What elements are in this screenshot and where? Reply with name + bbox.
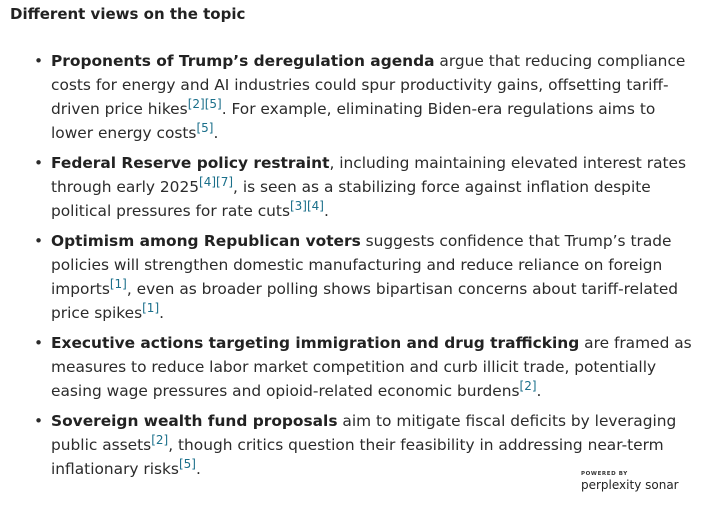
citation-link[interactable]: [2]: [187, 97, 205, 111]
item-text: .: [159, 304, 165, 322]
citation-link[interactable]: [5]: [204, 97, 222, 111]
item-text: .: [195, 460, 201, 478]
item-title: Executive actions targeting immigration and drug trafficking: [51, 334, 580, 352]
citation-link[interactable]: [7]: [216, 175, 234, 189]
list-item: [34, 49, 701, 145]
citation-link[interactable]: [1]: [142, 301, 160, 315]
citation-link[interactable]: [4]: [199, 175, 217, 189]
bullet-icon: •: [34, 232, 44, 250]
item-text: suggests confidence that Trump’s trade policies will strengthen domestic manufacturing and reduce reliance on foreign imports: [51, 232, 672, 298]
item-text: , even as broader polling shows bipartisan concerns about tariff-related price spikes: [51, 280, 679, 322]
item-text: .: [536, 382, 542, 400]
list-item: [34, 331, 701, 403]
section-heading: Different views on the topic: [10, 5, 246, 23]
views-list: [34, 49, 701, 487]
citation-link[interactable]: [4]: [306, 199, 324, 213]
brand-logo: perplexity sonar: [581, 478, 679, 492]
item-text: .: [323, 202, 329, 220]
bullet-icon: •: [34, 334, 44, 352]
item-text: .: [213, 124, 219, 142]
item-text: , including maintaining elevated interest rates through early 2025: [51, 154, 687, 196]
item-text: aim to mitigate fiscal deficits by leveraging public assets: [51, 412, 677, 454]
item-title: Proponents of Trump’s deregulation agenda: [51, 52, 435, 70]
citation-link[interactable]: [2]: [519, 379, 537, 393]
item-text: , though critics question their feasibility in addressing near-term inflationary risks: [51, 436, 664, 478]
list-item: [34, 151, 701, 223]
citation-link[interactable]: [5]: [196, 121, 214, 135]
citation-link[interactable]: [2]: [151, 433, 169, 447]
powered-by-badge[interactable]: [581, 471, 691, 493]
item-title: Optimism among Republican voters: [51, 232, 361, 250]
item-title: Sovereign wealth fund proposals: [51, 412, 338, 430]
list-item: [34, 229, 701, 325]
bullet-icon: •: [34, 52, 44, 70]
item-text: , is seen as a stabilizing force against inflation despite political pressures for rate cuts: [51, 178, 651, 220]
item-text: argue that reducing compliance costs for energy and AI industries could spur productivity gains, offsetting tariff-driven price hikes: [51, 52, 686, 118]
item-title: Federal Reserve policy restraint: [51, 154, 330, 172]
citation-link[interactable]: [3]: [289, 199, 307, 213]
powered-by-label: POWERED BY: [581, 471, 628, 477]
bullet-icon: •: [34, 154, 44, 172]
item-text: . For example, eliminating Biden-era regulations aims to lower energy costs: [51, 100, 656, 142]
citation-link[interactable]: [1]: [109, 277, 127, 291]
item-text: are framed as measures to reduce labor market competition and curb illicit trade, potentially easing wage pressures and opioid-related economic burdens: [51, 334, 692, 400]
bullet-icon: •: [34, 412, 44, 430]
citation-link[interactable]: [5]: [178, 457, 196, 471]
